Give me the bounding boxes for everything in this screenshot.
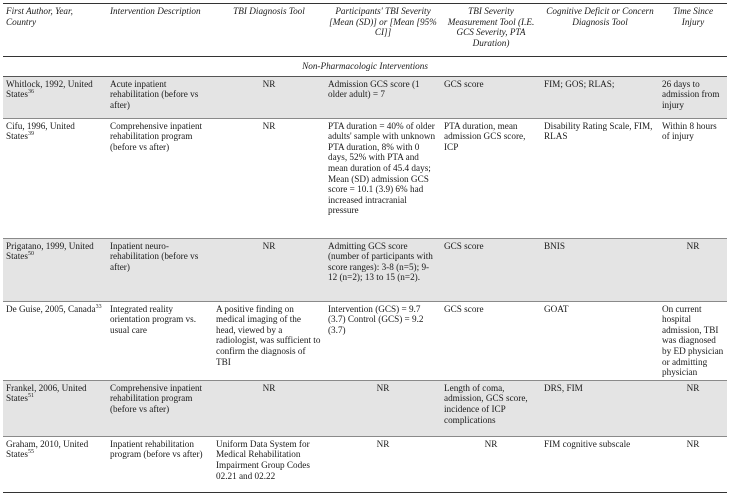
author-cell: Frankel, 2006, United States$^{51}$ bbox=[3, 380, 107, 436]
header-intervention: Intervention Description bbox=[107, 4, 213, 57]
severity-cell: NR bbox=[325, 436, 441, 492]
table-row bbox=[3, 238, 727, 301]
severity-cell: PTA duration = 40% of older adults' sample with unknown PTA duration, 8% with 0 days, 52% with PTA and mean duration of 45.4 days; Mean (SD) admission GCS score = 10.1 (3.9) 6% had increased intracranial pressure bbox=[325, 118, 441, 238]
header-cognitive-tool: Cognitive Deficit or Concern Diagnosis Tool bbox=[541, 4, 659, 57]
evidence-table bbox=[3, 3, 727, 493]
author-cell: Cifu, 1996, United States$^{39}$ bbox=[3, 118, 107, 238]
section-label: Non-Pharmacologic Interventions bbox=[3, 57, 727, 77]
table-row bbox=[3, 118, 727, 238]
time-since-injury-cell: On current hospital admission, TBI was diagnosed by ED physician or admitting physician bbox=[659, 301, 727, 380]
header-row bbox=[3, 4, 727, 57]
time-since-injury-cell: NR bbox=[659, 380, 727, 436]
time-since-injury-cell: NR bbox=[659, 436, 727, 492]
author-cell: Whitlock, 1992, United States$^{36}$ bbox=[3, 76, 107, 118]
header-author: First Author, Year, Country bbox=[3, 4, 107, 57]
severity-cell: NR bbox=[325, 380, 441, 436]
intervention-cell: Inpatient rehabilitation program (before vs after) bbox=[107, 436, 213, 492]
diagnosis-tool-cell: A positive finding on medical imaging of the head, viewed by a radiologist, was sufficient to confirm the diagnosis of TBI bbox=[213, 301, 325, 380]
diagnosis-tool-cell: NR bbox=[213, 238, 325, 301]
severity-tool-cell: Length of coma, admission, GCS score, incidence of ICP complications bbox=[441, 380, 541, 436]
intervention-cell: Comprehensive inpatient rehabilitation program (before vs after) bbox=[107, 380, 213, 436]
time-since-injury-cell: 26 days to admission from injury bbox=[659, 76, 727, 118]
reference-number: 55 bbox=[27, 449, 34, 456]
reference-number: 50 bbox=[27, 251, 34, 258]
intervention-cell: Integrated reality orientation program vs. usual care bbox=[107, 301, 213, 380]
diagnosis-tool-cell: NR bbox=[213, 118, 325, 238]
cognitive-tool-cell: GOAT bbox=[541, 301, 659, 380]
author-cell: De Guise, 2005, Canada$^{33}$ bbox=[3, 301, 107, 380]
author-cell: Graham, 2010, United States$^{55}$ bbox=[3, 436, 107, 492]
intervention-cell: Acute inpatient rehabilitation (before vs after) bbox=[107, 76, 213, 118]
severity-tool-cell: PTA duration, mean admission GCS score, ICP bbox=[441, 118, 541, 238]
diagnosis-tool-cell: NR bbox=[213, 380, 325, 436]
intervention-cell: Inpatient neuro-rehabilitation (before vs after) bbox=[107, 238, 213, 301]
severity-tool-cell: GCS score bbox=[441, 301, 541, 380]
cognitive-tool-cell: FIM; GOS; RLAS; bbox=[541, 76, 659, 118]
reference-number: 36 bbox=[27, 89, 34, 96]
severity-tool-cell: GCS score bbox=[441, 238, 541, 301]
cognitive-tool-cell: FIM cognitive subscale bbox=[541, 436, 659, 492]
time-since-injury-cell: Within 8 hours of injury bbox=[659, 118, 727, 238]
table-row bbox=[3, 301, 727, 380]
table-row bbox=[3, 380, 727, 436]
severity-tool-cell: GCS score bbox=[441, 76, 541, 118]
table-row bbox=[3, 76, 727, 118]
header-severity-tool: TBI Severity Measurement Tool (I.E. GCS Severity, PTA Duration) bbox=[441, 4, 541, 57]
time-since-injury-cell: NR bbox=[659, 238, 727, 301]
severity-tool-cell: NR bbox=[441, 436, 541, 492]
severity-cell: Admission GCS score (1 older adult) = 7 bbox=[325, 76, 441, 118]
reference-number: 51 bbox=[27, 393, 34, 400]
reference-number: 39 bbox=[27, 131, 34, 138]
table-row bbox=[3, 436, 727, 492]
cognitive-tool-cell: BNIS bbox=[541, 238, 659, 301]
diagnosis-tool-cell: NR bbox=[213, 76, 325, 118]
severity-cell: Intervention (GCS) = 9.7 (3.7) Control (GCS) = 9.2 (3.7) bbox=[325, 301, 441, 380]
reference-number: 33 bbox=[95, 303, 102, 310]
header-time-since-injury: Time Since Injury bbox=[659, 4, 727, 57]
author-cell: Prigatano, 1999, United States$^{50}$ bbox=[3, 238, 107, 301]
intervention-cell: Comprehensive inpatient rehabilitation program (before vs after) bbox=[107, 118, 213, 238]
diagnosis-tool-cell: Uniform Data System for Medical Rehabilitation Impairment Group Codes 02.21 and 02.22 bbox=[213, 436, 325, 492]
cognitive-tool-cell: Disability Rating Scale, FIM, RLAS bbox=[541, 118, 659, 238]
cognitive-tool-cell: DRS, FIM bbox=[541, 380, 659, 436]
header-severity: Participants' TBI Severity [Mean (SD)] or [Mean [95% CI]] bbox=[325, 4, 441, 57]
section-row bbox=[3, 57, 727, 77]
header-diagnosis-tool: TBI Diagnosis Tool bbox=[213, 4, 325, 57]
severity-cell: Admitting GCS score (number of participants with score ranges): 3-8 (n=5); 9-12 (n=2); 13 to 15 (n=2). bbox=[325, 238, 441, 301]
